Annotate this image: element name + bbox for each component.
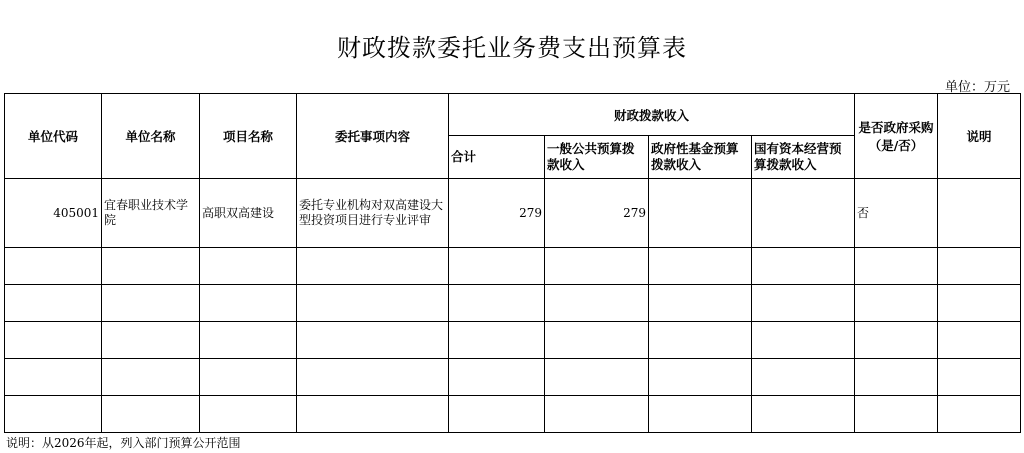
empty-row <box>5 248 1021 285</box>
cell-procurement: 否 <box>855 179 938 248</box>
cell-gov-fund <box>649 179 752 248</box>
cell-project-name: 高职双高建设 <box>200 179 297 248</box>
cell-unit-name: 宜春职业技术学院 <box>102 179 200 248</box>
header-unit-code: 单位代码 <box>5 94 102 179</box>
header-gov-fund: 政府性基金预算拨款收入 <box>649 136 752 179</box>
empty-row <box>5 396 1021 433</box>
footnote: 说明：从2026年起，列入部门预算公开范围 <box>6 436 241 450</box>
header-unit-name: 单位名称 <box>102 94 200 179</box>
cell-total: 279 <box>449 179 545 248</box>
header-project-name: 项目名称 <box>200 94 297 179</box>
cell-state-capital <box>752 179 855 248</box>
cell-unit-code: 405001 <box>5 179 102 248</box>
header-procurement: 是否政府采购（是/否） <box>855 94 938 179</box>
header-row-1 <box>5 94 1021 136</box>
cell-general: 279 <box>545 179 649 248</box>
header-state-capital: 国有资本经营预算拨款收入 <box>752 136 855 179</box>
page-title: 财政拨款委托业务费支出预算表 <box>337 34 687 62</box>
budget-table <box>4 93 1021 433</box>
header-remark: 说明 <box>938 94 1021 179</box>
empty-row <box>5 285 1021 322</box>
cell-remark <box>938 179 1021 248</box>
empty-row <box>5 322 1021 359</box>
table-row <box>5 179 1021 248</box>
empty-row <box>5 359 1021 396</box>
header-income-group: 财政拨款收入 <box>449 94 855 136</box>
header-general: 一般公共预算拨款收入 <box>545 136 649 179</box>
unit-label: 单位：万元 <box>944 80 1010 95</box>
header-content: 委托事项内容 <box>297 94 449 179</box>
header-total: 合计 <box>449 136 545 179</box>
cell-content: 委托专业机构对双高建设大型投资项目进行专业评审 <box>297 179 449 248</box>
